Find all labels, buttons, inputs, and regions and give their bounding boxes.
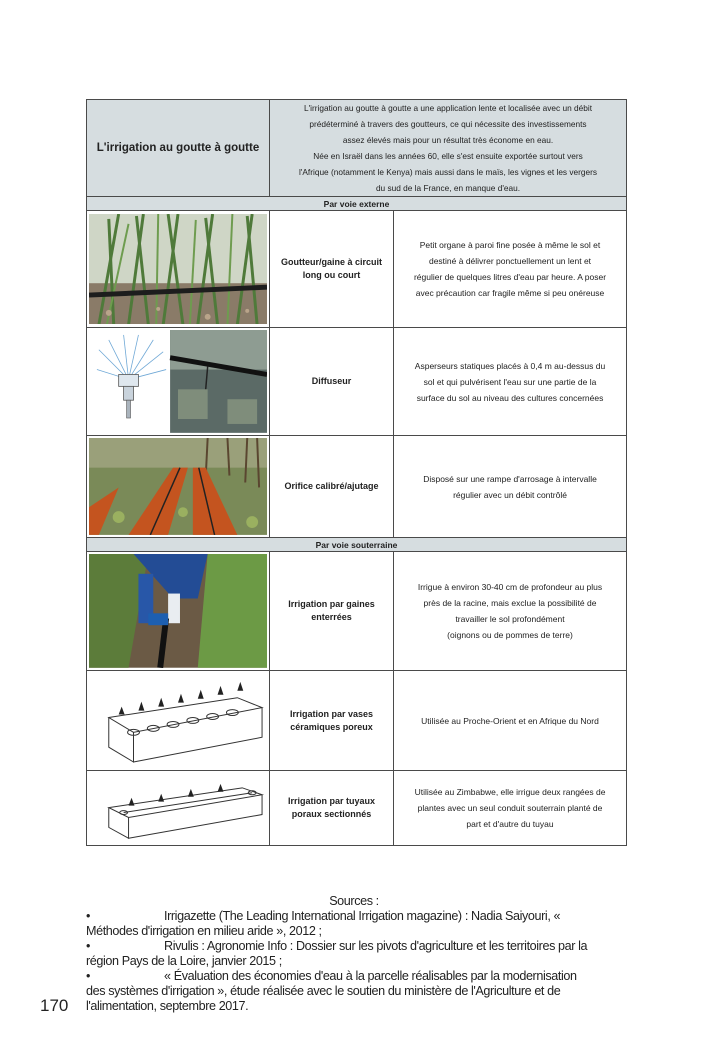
- header-desc-line: l'Afrique (notamment le Kenya) mais aussi dans le maïs, les vignes et les vergers: [298, 167, 598, 177]
- porous-pipes-sketch: [87, 771, 270, 846]
- method-name-line: Irrigation par tuyaux: [287, 796, 376, 807]
- method-name: [270, 328, 394, 436]
- desc-line: régulier de quelques litres d'eau par heure. A poser: [413, 272, 607, 282]
- header-desc-line: Née en Israël dans les années 60, elle s'est ensuite exportée surtout vers: [313, 151, 583, 161]
- dripper-photo: [87, 211, 270, 328]
- method-description: [394, 436, 627, 538]
- bullet: •: [86, 909, 91, 923]
- header-desc-line: du sud de la France, en manque d'eau.: [375, 183, 521, 193]
- table-title: L'irrigation au goutte à goutte: [87, 100, 270, 197]
- method-name: [270, 211, 394, 328]
- diffuser-illustration: [87, 328, 270, 436]
- source-text: Rivulis : Agronomie Info : Dossier sur les pivots d'agriculture et les territoires par la: [164, 939, 588, 953]
- table-row: [87, 671, 627, 771]
- irrigation-table: [86, 99, 627, 846]
- table-row: [87, 552, 627, 671]
- header-desc-line: prédéterminé à travers des goutteurs, ce qui nécessite des investissements: [309, 119, 587, 129]
- method-name-line: Irrigation par gaines: [288, 599, 375, 609]
- source-text: « Évaluation des économies d'eau à la parcelle réalisables par la modernisation: [164, 969, 577, 983]
- desc-line: plantes avec un seul conduit souterrain planté de: [417, 803, 603, 814]
- method-name: [270, 552, 394, 671]
- desc-line: Asperseurs statiques placés à 0,4 m au-dessus du: [414, 360, 606, 371]
- method-name: [270, 436, 394, 538]
- source-item: [86, 939, 622, 969]
- ceramic-pots-sketch: [87, 671, 270, 771]
- section-heading-underground: Par voie souterraine: [87, 538, 627, 552]
- table-row: [87, 328, 627, 436]
- desc-line: destiné à délivrer ponctuellement un lent et: [428, 256, 592, 266]
- desc-line: surface du sol au niveau des cultures concernées: [416, 392, 604, 403]
- method-name-line: poraux sectionnés: [291, 809, 372, 820]
- method-name-line: Goutteur/gaine à circuit: [280, 257, 383, 267]
- section-row-underground: [87, 538, 627, 552]
- source-text: région Pays de la Loire, janvier 2015 ;: [86, 954, 282, 968]
- buried-pipe-photo: [87, 552, 270, 671]
- desc-line: travailler le sol profondément: [455, 614, 565, 624]
- desc-line: régulier avec un débit contrôlé: [453, 489, 567, 500]
- source-text: Méthodes d'irrigation en milieu aride », 2012 ;: [86, 924, 322, 938]
- desc-line: Utilisée au Zimbabwe, elle irrigue deux rangées de: [414, 787, 606, 798]
- table-row: [87, 771, 627, 846]
- header-desc-line: assez élevés mais pour un résultat très économe en eau.: [342, 135, 554, 145]
- method-name-line: long ou court: [302, 270, 361, 280]
- orifice-field-photo: [87, 436, 270, 538]
- desc-line: Disposé sur une rampe d'arrosage à intervalle: [423, 473, 597, 484]
- source-text: Irrigazette (The Leading International Irrigation magazine) : Nadia Saiyouri, «: [164, 909, 561, 923]
- desc-line: sol et qui pulvérisent l'eau sur une partie de la: [423, 376, 597, 387]
- method-name: [270, 771, 394, 846]
- method-description: [394, 671, 627, 771]
- section-heading-external: Par voie externe: [87, 197, 627, 211]
- source-item: [86, 969, 622, 1014]
- header-desc-line: L'irrigation au goutte à goutte a une application lente et localisée avec un débit: [303, 103, 593, 113]
- bullet: •: [86, 939, 91, 953]
- sources-block: [86, 894, 622, 1014]
- method-name-line: Diffuseur: [311, 376, 352, 386]
- bullet: •: [86, 969, 91, 983]
- table-header-description: [270, 100, 627, 197]
- desc-line: Irrigue à environ 30-40 cm de profondeur au plus: [417, 582, 603, 592]
- desc-line: part et d'autre du tuyau: [466, 819, 554, 830]
- method-description: [394, 211, 627, 328]
- method-description: [394, 552, 627, 671]
- source-item: [86, 909, 622, 939]
- method-description: [394, 328, 627, 436]
- desc-line: près de la racine, mais exclue la possibilité de: [423, 598, 597, 608]
- desc-line: Utilisée au Proche-Orient et en Afrique du Nord: [421, 715, 599, 726]
- desc-line: Petit organe à paroi fine posée à même le sol et: [419, 240, 601, 250]
- sources-heading: Sources :: [329, 894, 379, 908]
- method-name-line: Orifice calibré/ajutage: [284, 481, 379, 491]
- method-name-line: enterrées: [311, 612, 352, 622]
- desc-line: (oignons ou de pommes de terre): [447, 630, 573, 640]
- table-row: [87, 436, 627, 538]
- table-header-row: [87, 100, 627, 197]
- table-row: [87, 211, 627, 328]
- method-description: [394, 771, 627, 846]
- method-name: [270, 671, 394, 771]
- section-row-external: [87, 197, 627, 211]
- desc-line: avec précaution car fragile même si peu onéreuse: [415, 288, 605, 298]
- method-name-line: Irrigation par vases: [289, 708, 374, 719]
- page-number: 170: [40, 996, 69, 1015]
- method-name-line: céramiques poreux: [290, 721, 373, 732]
- source-text: des systèmes d'irrigation », étude réalisée avec le soutien du ministère de l'Agriculture et de l'alimentation, septembre 2017.: [86, 984, 561, 1013]
